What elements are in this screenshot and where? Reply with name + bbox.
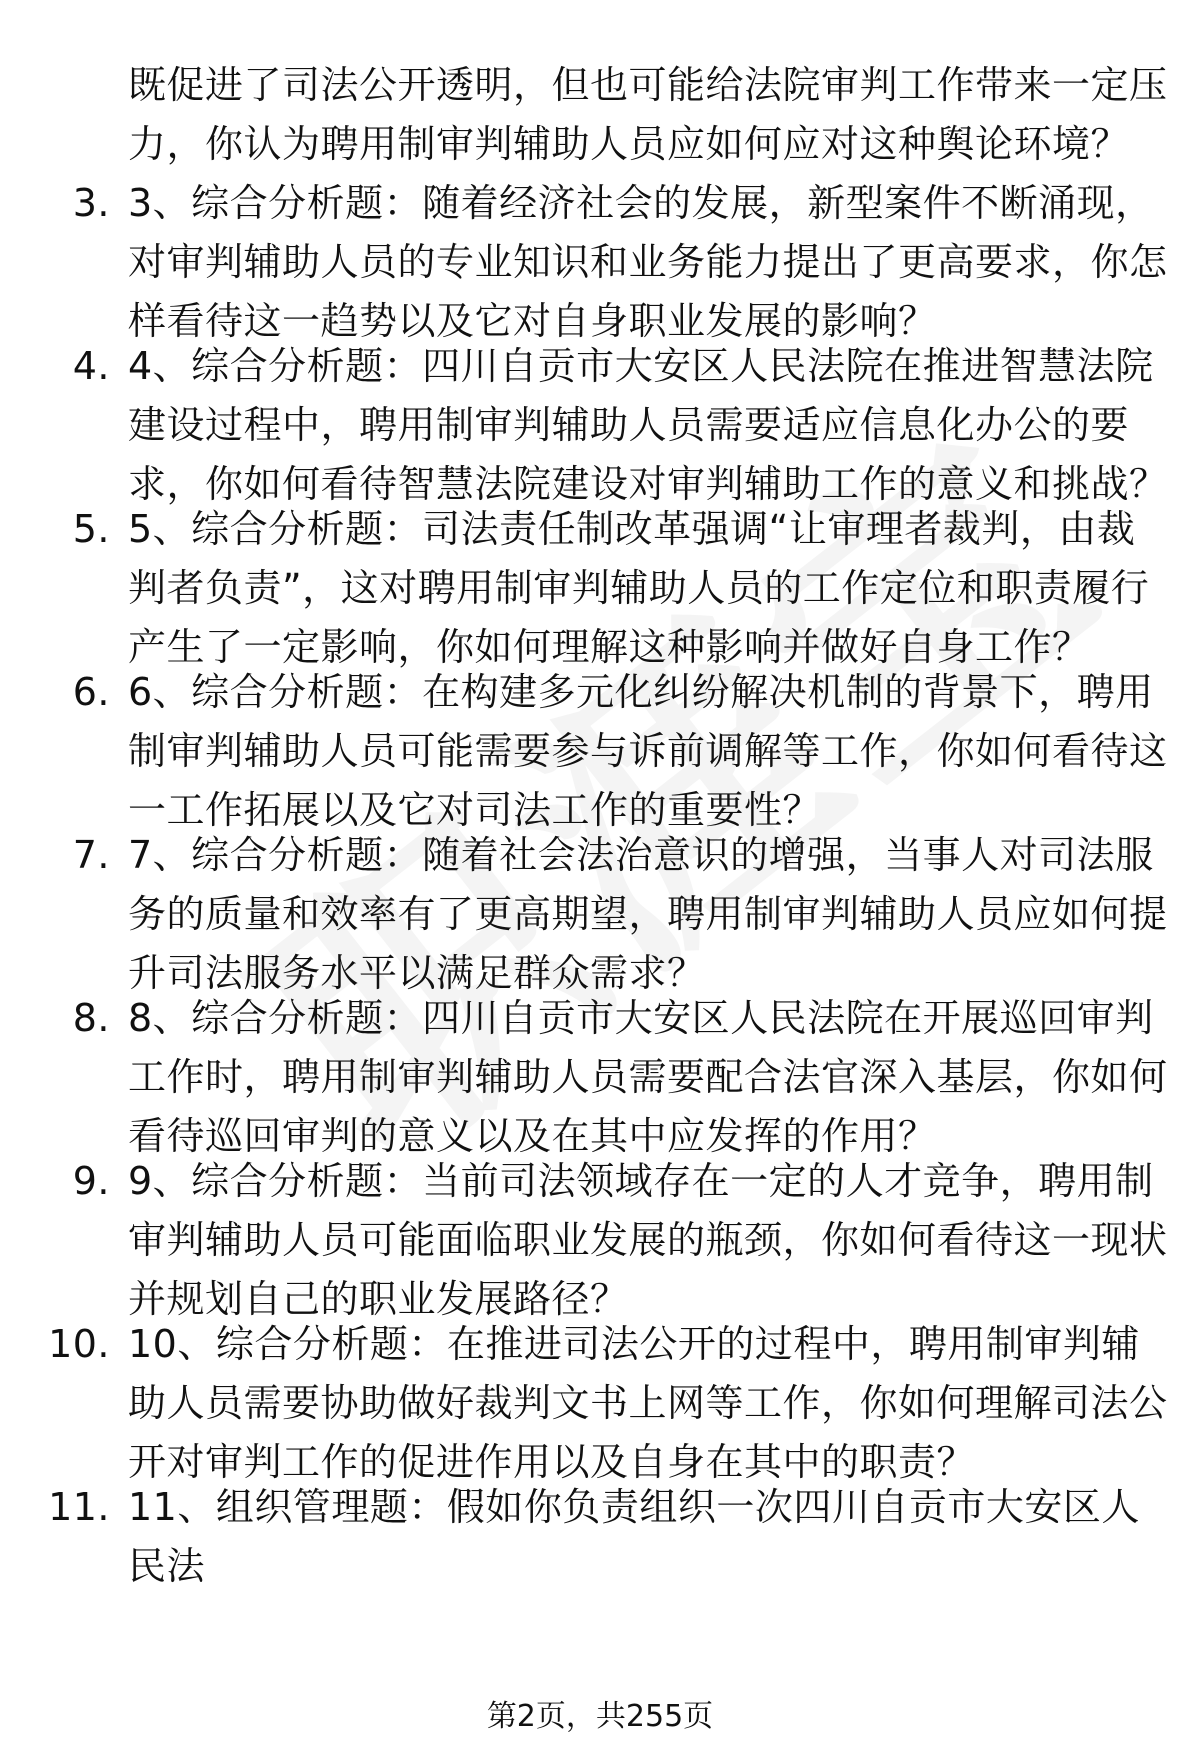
item-text: 7、综合分析题：随着社会法治意识的增强，当事人对司法服务的质量和效率有了更高期望，聘用制审判辅助人员应如何提升司法服务水平以满足群众需求？ [128,833,1168,995]
item-number: 11. [48,1485,110,1529]
item-number: 6. [72,670,110,714]
continuation-paragraph: 既促进了司法公开透明，但也可能给法院审判工作带来一定压力，你认为聘用制审判辅助人员应如何应对这种舆论环境？ [128,63,1168,166]
item-text: 3、综合分析题：随着经济社会的发展，新型案件不断涌现，对审判辅助人员的专业知识和业务能力提出了更高要求，你怎样看待这一趋势以及它对自身职业发展的影响？ [128,181,1168,343]
page-footer: 第2页，共255页 [486,1699,714,1734]
item-text: 5、综合分析题：司法责任制改革强调“让审理者裁判，由裁判者负责”，这对聘用制审判辅助人员的工作定位和职责履行产生了一定影响，你如何理解这种影响并做好自身工作？ [128,507,1150,669]
item-text: 6、综合分析题：在构建多元化纠纷解决机制的背景下，聘用制审判辅助人员可能需要参与诉前调解等工作，你如何看待这一工作拓展以及它对司法工作的重要性？ [128,670,1168,832]
item-text: 10、综合分析题：在推进司法公开的过程中，聘用制审判辅助人员需要协助做好裁判文书上网等工作，你如何理解司法公开对审判工作的促进作用以及自身在其中的职责？ [128,1322,1168,1484]
item-text: 11、组织管理题：假如你负责组织一次四川自贡市大安区人民法 [128,1485,1140,1588]
item-text: 4、综合分析题：四川自贡市大安区人民法院在推进智慧法院建设过程中，聘用制审判辅助人员需要适应信息化办公的要求，你如何看待智慧法院建设对审判辅助工作的意义和挑战？ [128,344,1168,506]
item-number: 7. [72,833,110,877]
item-number: 3. [72,181,110,225]
item-text: 9、综合分析题：当前司法领域存在一定的人才竞争，聘用制审判辅助人员可能面临职业发展的瓶颈，你如何看待这一现状并规划自己的职业发展路径？ [128,1159,1168,1321]
item-number: 10. [48,1322,110,1366]
item-text: 8、综合分析题：四川自贡市大安区人民法院在开展巡回审判工作时，聘用制审判辅助人员需要配合法官深入基层，你如何看待巡回审判的意义以及在其中应发挥的作用？ [128,996,1168,1158]
item-number: 9. [72,1159,110,1203]
item-number: 8. [72,996,110,1040]
item-number: 5. [72,507,110,551]
item-number: 4. [72,344,110,388]
